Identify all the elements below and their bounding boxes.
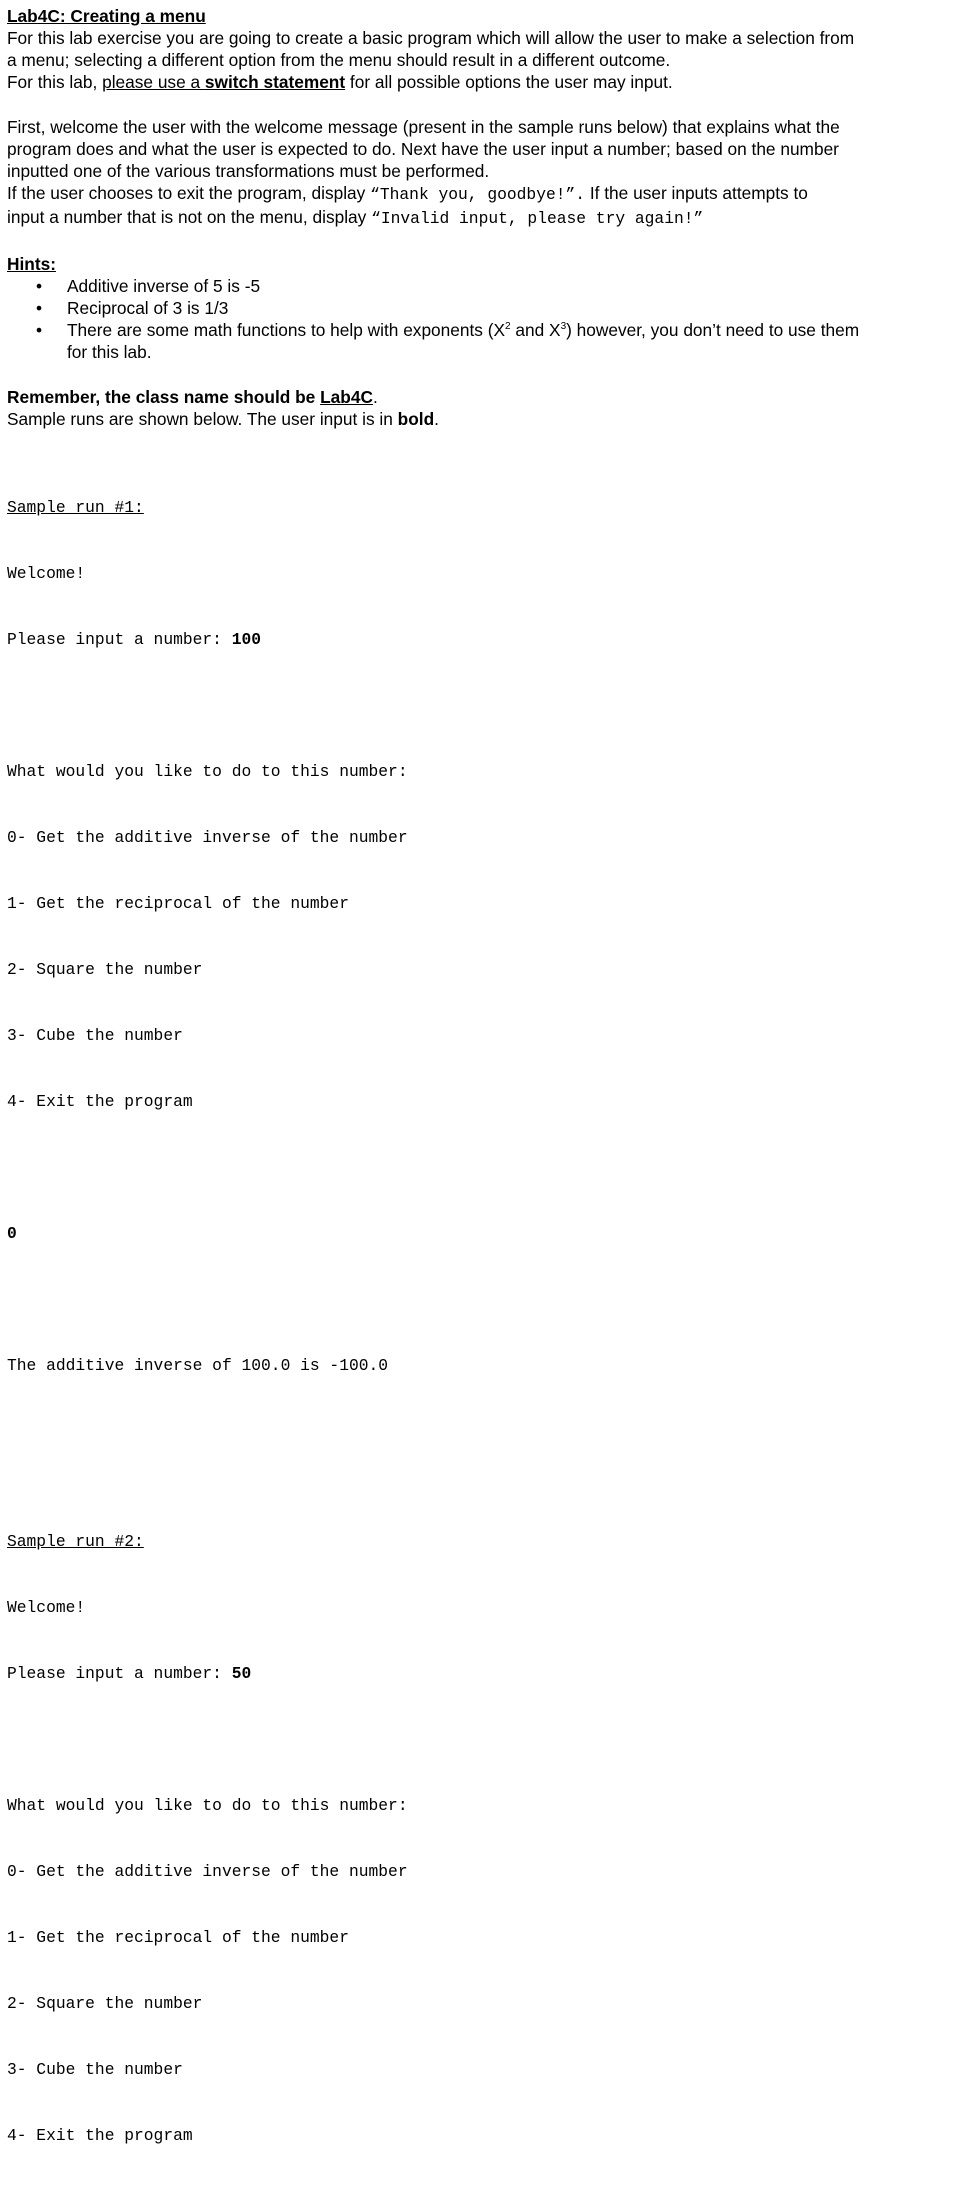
sample-run-2-prompt — [7, 1663, 947, 1685]
hint-exponents-pre: There are some math functions to help with exponents (X — [67, 320, 506, 340]
hints-list — [7, 275, 947, 363]
sample-run-1-choice: 0 — [7, 1224, 17, 1243]
blank-line — [7, 1157, 947, 1179]
sample-run-2-menu-title: What would you like to do to this number: — [7, 1796, 408, 1815]
bullet-icon: • — [36, 298, 43, 318]
hint-exponents — [67, 320, 859, 362]
switch-statement-keyword: switch statement — [204, 72, 346, 92]
invalid-message-code: “Invalid input, please try again!” — [371, 209, 704, 228]
menu-option: 1- Get the reciprocal of the number — [7, 894, 349, 913]
hint-item — [36, 275, 947, 297]
instructions-line-2: program does and what the user is expected to do. Next have the user input a number; based on the number — [7, 139, 839, 159]
blank-line — [7, 1289, 947, 1311]
sample-intro-text: Sample runs are shown below. The user input is in — [7, 409, 398, 429]
class-name: Lab4C — [320, 387, 373, 407]
menu-option: 0- Get the additive inverse of the number — [7, 828, 408, 847]
sample-run-2 — [7, 1487, 947, 2191]
intro-line-3-pre: For this lab, — [7, 72, 103, 92]
blank-line — [7, 695, 947, 717]
blank-line — [7, 1421, 947, 1443]
menu-option: 4- Exit the program — [7, 1092, 193, 1111]
superscript-2: 2 — [505, 321, 511, 332]
sample-run-2-heading: Sample run #2: — [7, 1532, 144, 1551]
menu-option: 2- Square the number — [7, 1994, 203, 2013]
hint-item — [36, 297, 947, 319]
bold-keyword: bold — [397, 409, 435, 429]
bullet-icon: • — [36, 276, 43, 296]
menu-option: 4- Exit the program — [7, 2126, 193, 2145]
sample-run-2-welcome: Welcome! — [7, 1598, 86, 1617]
user-input: 100 — [231, 630, 262, 649]
intro-line-3-post: for all possible options the user may input. — [345, 72, 673, 92]
goodbye-message-code: “Thank you, goodbye!”. — [370, 185, 586, 204]
invalid-instruction-start: If the user inputs attempts to — [585, 183, 808, 203]
input-prompt: Please input a number: — [7, 630, 232, 649]
sample-run-1-prompt — [7, 629, 947, 651]
sample-run-1-heading: Sample run #1: — [7, 498, 144, 517]
menu-option: 3- Cube the number — [7, 2060, 183, 2079]
hint-exponents-post: ) however, you don’t need to use them — [566, 320, 860, 340]
hint-reciprocal: Reciprocal of 3 is 1/3 — [67, 298, 229, 318]
sample-intro-period: . — [434, 409, 439, 429]
hint-exponents-mid: and X — [510, 320, 561, 340]
sample-run-1 — [7, 453, 947, 1487]
hints-heading: Hints: — [7, 254, 56, 274]
hint-additive-inverse: Additive inverse of 5 is -5 — [67, 276, 261, 296]
menu-option: 0- Get the additive inverse of the number — [7, 1862, 408, 1881]
input-prompt: Please input a number: — [7, 1664, 232, 1683]
superscript-3: 3 — [560, 321, 567, 332]
blank-line — [7, 1729, 947, 1751]
menu-option: 2- Square the number — [7, 960, 203, 979]
instructions-line-5 — [7, 206, 947, 230]
intro-line-1: For this lab exercise you are going to create a basic program which will allow the user to make a selection from — [7, 28, 855, 48]
sample-intro-line — [7, 408, 947, 430]
intro-line-2: a menu; selecting a different option from the menu should result in a different outcome. — [7, 50, 671, 70]
instructions-line-1: First, welcome the user with the welcome message (present in the sample runs below) that explains what the — [7, 117, 840, 137]
remember-line — [7, 386, 947, 408]
sample-run-1-welcome: Welcome! — [7, 564, 86, 583]
sample-run-1-result: The additive inverse of 100.0 is -100.0 — [7, 1356, 389, 1375]
menu-option: 3- Cube the number — [7, 1026, 183, 1045]
page-title: Lab4C: Creating a menu — [7, 6, 206, 26]
sample-run-1-menu-title: What would you like to do to this number: — [7, 762, 408, 781]
remember-period: . — [372, 387, 378, 407]
intro-line-3 — [7, 71, 947, 93]
hint-exponents-line-2: for this lab. — [67, 342, 152, 362]
remember-text: Remember, the class name should be — [7, 387, 321, 407]
user-input: 50 — [231, 1664, 252, 1683]
switch-requirement — [102, 72, 345, 92]
exit-instruction-text: If the user chooses to exit the program, display — [7, 183, 371, 203]
hint-item — [36, 319, 947, 363]
bullet-icon: • — [36, 320, 43, 340]
instructions-line-4 — [7, 182, 947, 206]
instructions-line-3: inputted one of the various transformations must be performed. — [7, 161, 490, 181]
switch-requirement-pre: please use a — [102, 72, 205, 92]
menu-option: 1- Get the reciprocal of the number — [7, 1928, 349, 1947]
invalid-instruction-text: input a number that is not on the menu, display — [7, 207, 372, 227]
